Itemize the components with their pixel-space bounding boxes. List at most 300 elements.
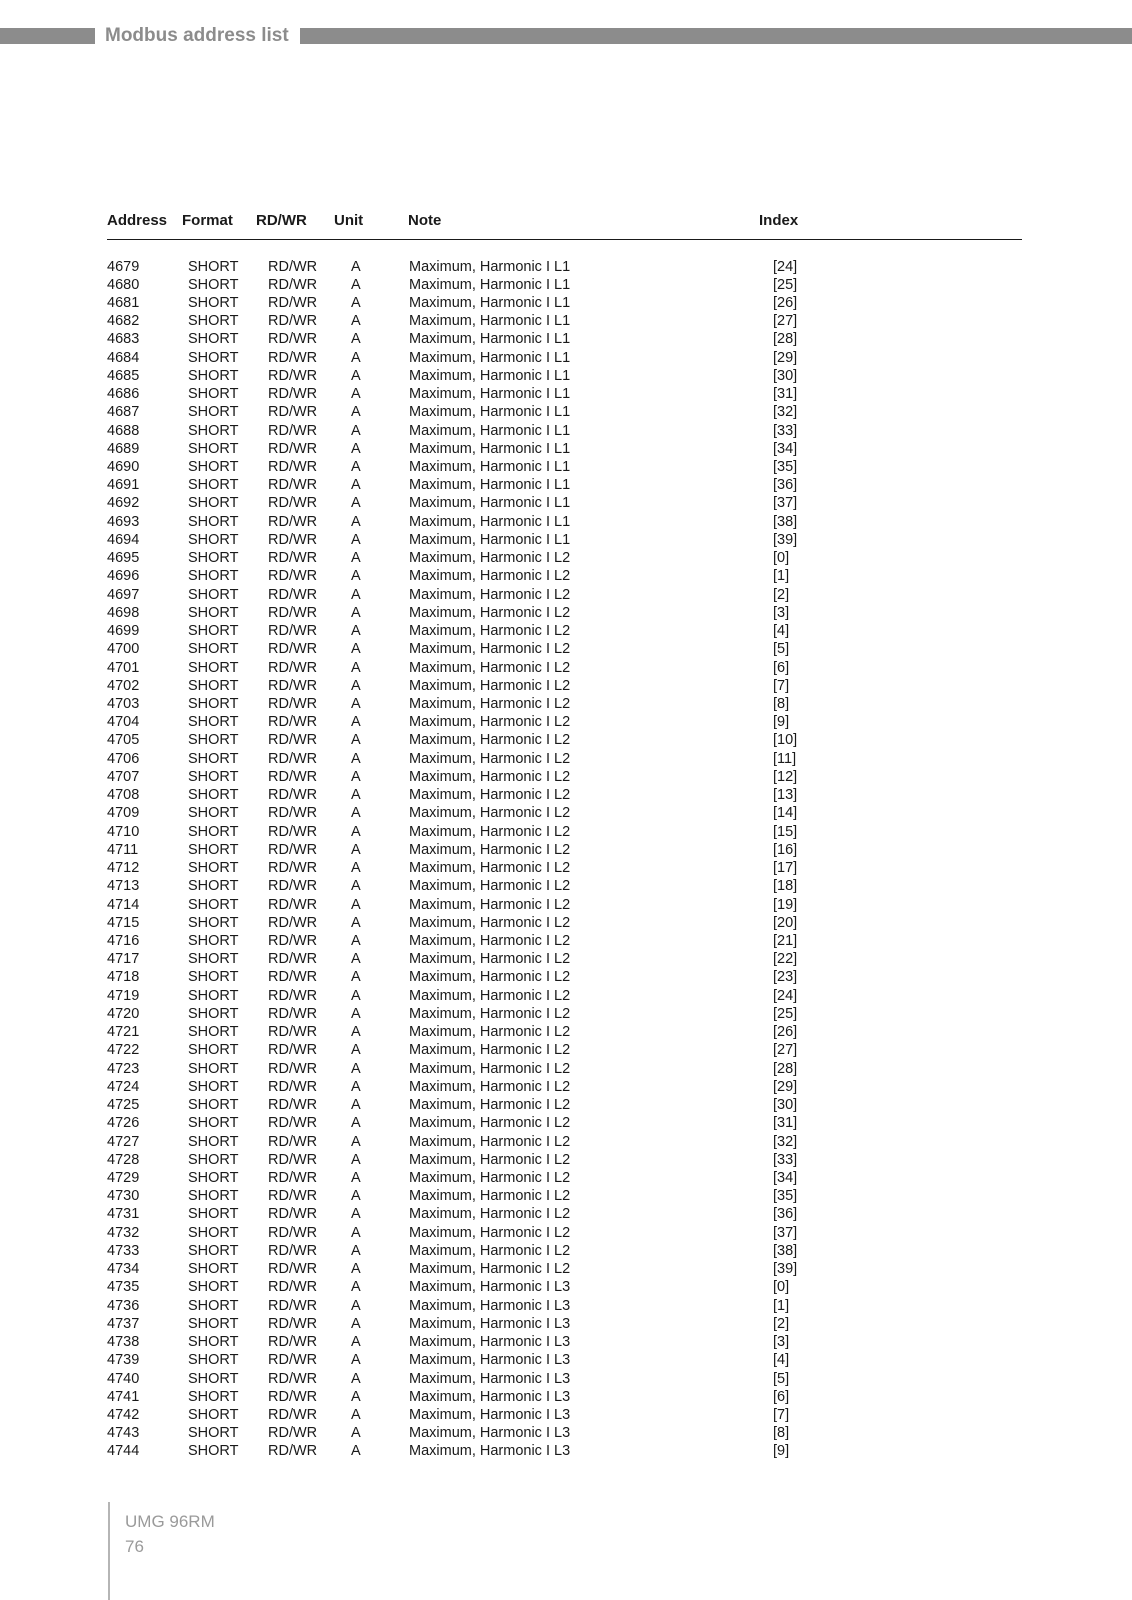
cell-format: SHORT [188, 1042, 239, 1059]
cell-index: [32] [773, 1133, 798, 1150]
cell-address: 4683 [107, 331, 140, 348]
cell-note: Maximum, Harmonic I L2 [409, 1170, 571, 1186]
table-row [0, 1096, 1132, 1114]
cell-address: 4713 [107, 878, 140, 895]
cell-address: 4737 [107, 1315, 140, 1332]
cell-rdwr: RD/WR [268, 1242, 318, 1259]
cell-rdwr: RD/WR [268, 1443, 318, 1460]
cell-note: Maximum, Harmonic I L1 [409, 477, 571, 494]
cell-format: SHORT [188, 586, 239, 603]
table-row [0, 349, 1132, 367]
cell-rdwr: RD/WR [268, 294, 318, 311]
cell-address: 4741 [107, 1388, 140, 1405]
cell-rdwr: RD/WR [268, 659, 318, 676]
cell-address: 4687 [107, 404, 140, 421]
cell-rdwr: RD/WR [268, 276, 318, 293]
cell-index: [36] [773, 477, 798, 494]
cell-unit: A [351, 1315, 361, 1332]
table-row [0, 622, 1132, 640]
cell-note: Maximum, Harmonic I L1 [409, 386, 571, 403]
table-row [0, 1078, 1132, 1096]
cell-address: 4688 [107, 422, 140, 439]
table-row [0, 1370, 1132, 1388]
cell-index: [6] [773, 1388, 790, 1405]
cell-format: SHORT [188, 276, 239, 293]
cell-note: Maximum, Harmonic I L3 [409, 1352, 571, 1369]
cell-unit: A [351, 805, 361, 822]
cell-index: [24] [773, 258, 798, 275]
cell-rdwr: RD/WR [268, 823, 318, 840]
cell-address: 4744 [107, 1443, 140, 1460]
cell-format: SHORT [188, 878, 239, 895]
cell-index: [27] [773, 313, 798, 330]
cell-index: [7] [773, 677, 790, 694]
cell-address: 4722 [107, 1042, 140, 1059]
cell-format: SHORT [188, 477, 239, 494]
footer-product-name: UMG 96RM [125, 1512, 215, 1531]
cell-unit: A [351, 604, 361, 621]
cell-unit: A [351, 331, 361, 348]
cell-format: SHORT [188, 550, 239, 567]
cell-unit: A [351, 1352, 361, 1369]
cell-address: 4721 [107, 1024, 140, 1041]
cell-address: 4743 [107, 1425, 140, 1442]
cell-format: SHORT [188, 1370, 239, 1387]
cell-index: [19] [773, 896, 798, 913]
table-row [0, 1133, 1132, 1151]
cell-note: Maximum, Harmonic I L2 [409, 677, 571, 694]
cell-unit: A [351, 969, 361, 986]
cell-note: Maximum, Harmonic I L2 [409, 914, 571, 931]
cell-address: 4731 [107, 1206, 140, 1223]
column-header-note: Note [408, 212, 442, 229]
cell-unit: A [351, 1334, 361, 1351]
cell-rdwr: RD/WR [268, 495, 318, 512]
cell-format: SHORT [188, 258, 239, 275]
cell-format: SHORT [188, 1425, 239, 1442]
cell-address: 4718 [107, 969, 140, 986]
cell-index: [37] [773, 1224, 798, 1241]
table-row [0, 1151, 1132, 1169]
cell-note: Maximum, Harmonic I L2 [409, 1005, 571, 1022]
cell-unit: A [351, 550, 361, 567]
cell-unit: A [351, 531, 361, 548]
cell-index: [38] [773, 1242, 798, 1259]
cell-note: Maximum, Harmonic I L2 [409, 750, 571, 767]
table-row [0, 786, 1132, 804]
cell-rdwr: RD/WR [268, 933, 318, 949]
cell-note: Maximum, Harmonic I L1 [409, 404, 571, 421]
cell-format: SHORT [188, 860, 239, 877]
cell-address: 4696 [107, 568, 140, 585]
cell-format: SHORT [188, 1224, 239, 1241]
table-row [0, 750, 1132, 768]
cell-format: SHORT [188, 732, 239, 749]
cell-unit: A [351, 258, 361, 275]
cell-address: 4719 [107, 987, 140, 1004]
cell-index: [2] [773, 586, 790, 603]
cell-format: SHORT [188, 1443, 239, 1460]
cell-format: SHORT [188, 1279, 239, 1296]
cell-rdwr: RD/WR [268, 914, 318, 931]
cell-rdwr: RD/WR [268, 459, 318, 476]
cell-rdwr: RD/WR [268, 1425, 318, 1442]
cell-index: [5] [773, 1370, 790, 1387]
cell-note: Maximum, Harmonic I L2 [409, 1097, 571, 1114]
cell-address: 4734 [107, 1261, 140, 1278]
cell-address: 4720 [107, 1005, 140, 1022]
cell-address: 4725 [107, 1097, 140, 1114]
cell-unit: A [351, 276, 361, 293]
cell-format: SHORT [188, 623, 239, 640]
cell-unit: A [351, 714, 361, 731]
cell-rdwr: RD/WR [268, 1005, 318, 1022]
cell-address: 4735 [107, 1279, 140, 1296]
table-row [0, 294, 1132, 312]
cell-unit: A [351, 659, 361, 676]
cell-note: Maximum, Harmonic I L1 [409, 531, 571, 548]
cell-note: Maximum, Harmonic I L3 [409, 1279, 571, 1296]
cell-format: SHORT [188, 987, 239, 1004]
cell-address: 4724 [107, 1078, 140, 1095]
cell-rdwr: RD/WR [268, 1315, 318, 1332]
cell-format: SHORT [188, 1060, 239, 1077]
cell-format: SHORT [188, 513, 239, 530]
cell-rdwr: RD/WR [268, 1224, 318, 1241]
cell-unit: A [351, 951, 361, 968]
table-row [0, 768, 1132, 786]
cell-address: 4694 [107, 531, 140, 548]
cell-index: [26] [773, 294, 798, 311]
cell-index: [24] [773, 987, 798, 1004]
cell-note: Maximum, Harmonic I L3 [409, 1443, 571, 1460]
table-row [0, 640, 1132, 658]
cell-rdwr: RD/WR [268, 696, 318, 713]
cell-unit: A [351, 768, 361, 785]
cell-address: 4706 [107, 750, 140, 767]
cell-index: [31] [773, 386, 798, 403]
table-row [0, 476, 1132, 494]
cell-address: 4712 [107, 860, 140, 877]
cell-format: SHORT [188, 294, 239, 311]
cell-index: [29] [773, 1078, 798, 1095]
cell-note: Maximum, Harmonic I L2 [409, 823, 571, 840]
cell-index: [3] [773, 1334, 790, 1351]
cell-index: [16] [773, 841, 798, 858]
table-row [0, 987, 1132, 1005]
header-divider [107, 239, 1022, 240]
cell-index: [17] [773, 860, 798, 877]
cell-format: SHORT [188, 1334, 239, 1351]
table-row [0, 1205, 1132, 1223]
cell-index: [38] [773, 513, 798, 530]
cell-format: SHORT [188, 750, 239, 767]
table-row [0, 1297, 1132, 1315]
cell-format: SHORT [188, 696, 239, 713]
cell-unit: A [351, 641, 361, 658]
cell-address: 4723 [107, 1060, 140, 1077]
cell-unit: A [351, 1297, 361, 1314]
cell-rdwr: RD/WR [268, 1133, 318, 1150]
cell-index: [1] [773, 568, 790, 585]
cell-address: 4702 [107, 677, 140, 694]
cell-unit: A [351, 477, 361, 494]
footer-page-number: 76 [125, 1537, 144, 1556]
table-row [0, 968, 1132, 986]
cell-unit: A [351, 1443, 361, 1460]
cell-format: SHORT [188, 459, 239, 476]
cell-unit: A [351, 1024, 361, 1041]
cell-note: Maximum, Harmonic I L2 [409, 1242, 571, 1259]
cell-unit: A [351, 1188, 361, 1205]
cell-note: Maximum, Harmonic I L2 [409, 969, 571, 986]
cell-index: [32] [773, 404, 798, 421]
cell-note: Maximum, Harmonic I L2 [409, 1078, 571, 1095]
table-row [0, 932, 1132, 950]
table-row [0, 677, 1132, 695]
cell-note: Maximum, Harmonic I L1 [409, 294, 571, 311]
cell-index: [28] [773, 331, 798, 348]
cell-note: Maximum, Harmonic I L2 [409, 878, 571, 895]
cell-index: [3] [773, 604, 790, 621]
cell-note: Maximum, Harmonic I L2 [409, 568, 571, 585]
cell-unit: A [351, 732, 361, 749]
cell-index: [34] [773, 1170, 798, 1186]
cell-index: [33] [773, 422, 798, 439]
cell-address: 4705 [107, 732, 140, 749]
cell-format: SHORT [188, 604, 239, 621]
cell-unit: A [351, 349, 361, 366]
cell-index: [14] [773, 805, 798, 822]
cell-unit: A [351, 1242, 361, 1259]
cell-note: Maximum, Harmonic I L2 [409, 933, 571, 949]
table-row [0, 1333, 1132, 1351]
cell-rdwr: RD/WR [268, 787, 318, 804]
table-row [0, 914, 1132, 932]
cell-note: Maximum, Harmonic I L2 [409, 550, 571, 567]
cell-unit: A [351, 1279, 361, 1296]
cell-rdwr: RD/WR [268, 1206, 318, 1223]
cell-index: [34] [773, 440, 798, 457]
cell-unit: A [351, 513, 361, 530]
cell-address: 4689 [107, 440, 140, 457]
table-row [0, 659, 1132, 677]
footer-rule [108, 1502, 110, 1600]
cell-index: [4] [773, 623, 790, 640]
cell-rdwr: RD/WR [268, 1370, 318, 1387]
cell-note: Maximum, Harmonic I L3 [409, 1370, 571, 1387]
cell-rdwr: RD/WR [268, 550, 318, 567]
cell-index: [8] [773, 1425, 790, 1442]
cell-index: [22] [773, 951, 798, 968]
cell-format: SHORT [188, 367, 239, 384]
cell-rdwr: RD/WR [268, 604, 318, 621]
cell-format: SHORT [188, 440, 239, 457]
table-row [0, 330, 1132, 348]
cell-note: Maximum, Harmonic I L1 [409, 495, 571, 512]
cell-rdwr: RD/WR [268, 1078, 318, 1095]
cell-address: 4708 [107, 787, 140, 804]
table-row [0, 877, 1132, 895]
cell-format: SHORT [188, 1115, 239, 1132]
cell-note: Maximum, Harmonic I L2 [409, 696, 571, 713]
table-row [0, 1060, 1132, 1078]
cell-index: [20] [773, 914, 798, 931]
cell-unit: A [351, 1005, 361, 1022]
cell-format: SHORT [188, 313, 239, 330]
cell-note: Maximum, Harmonic I L2 [409, 1115, 571, 1132]
cell-unit: A [351, 787, 361, 804]
cell-unit: A [351, 878, 361, 895]
cell-format: SHORT [188, 1005, 239, 1022]
column-header-format: Format [182, 212, 233, 229]
cell-format: SHORT [188, 768, 239, 785]
cell-unit: A [351, 677, 361, 694]
cell-format: SHORT [188, 969, 239, 986]
cell-format: SHORT [188, 404, 239, 421]
cell-note: Maximum, Harmonic I L3 [409, 1425, 571, 1442]
cell-index: [25] [773, 276, 798, 293]
table-row [0, 695, 1132, 713]
table-row [0, 823, 1132, 841]
cell-rdwr: RD/WR [268, 714, 318, 731]
cell-index: [2] [773, 1315, 790, 1332]
cell-unit: A [351, 860, 361, 877]
cell-note: Maximum, Harmonic I L2 [409, 623, 571, 640]
cell-index: [37] [773, 495, 798, 512]
table-row [0, 1351, 1132, 1369]
cell-address: 4729 [107, 1170, 140, 1186]
cell-index: [7] [773, 1406, 790, 1423]
cell-index: [18] [773, 878, 798, 895]
cell-rdwr: RD/WR [268, 477, 318, 494]
cell-unit: A [351, 1406, 361, 1423]
cell-rdwr: RD/WR [268, 568, 318, 585]
cell-address: 4730 [107, 1188, 140, 1205]
cell-unit: A [351, 823, 361, 840]
cell-index: [36] [773, 1206, 798, 1223]
cell-address: 4728 [107, 1151, 140, 1168]
cell-rdwr: RD/WR [268, 258, 318, 275]
cell-rdwr: RD/WR [268, 878, 318, 895]
cell-note: Maximum, Harmonic I L1 [409, 440, 571, 457]
cell-rdwr: RD/WR [268, 1170, 318, 1186]
cell-unit: A [351, 568, 361, 585]
cell-note: Maximum, Harmonic I L2 [409, 1261, 571, 1278]
table-row [0, 276, 1132, 294]
cell-index: [21] [773, 933, 798, 949]
table-row [0, 403, 1132, 421]
cell-format: SHORT [188, 1097, 239, 1114]
cell-format: SHORT [188, 1297, 239, 1314]
table-row [0, 422, 1132, 440]
table-row [0, 896, 1132, 914]
cell-unit: A [351, 1261, 361, 1278]
cell-note: Maximum, Harmonic I L2 [409, 1133, 571, 1150]
cell-format: SHORT [188, 641, 239, 658]
cell-format: SHORT [188, 349, 239, 366]
table-row [0, 1315, 1132, 1333]
cell-note: Maximum, Harmonic I L1 [409, 459, 571, 476]
cell-format: SHORT [188, 951, 239, 968]
table-row [0, 513, 1132, 531]
cell-address: 4738 [107, 1334, 140, 1351]
cell-index: [9] [773, 714, 790, 731]
cell-note: Maximum, Harmonic I L2 [409, 860, 571, 877]
cell-format: SHORT [188, 1024, 239, 1041]
table-row [0, 604, 1132, 622]
table-row [0, 1005, 1132, 1023]
cell-format: SHORT [188, 1188, 239, 1205]
cell-format: SHORT [188, 1388, 239, 1405]
cell-address: 4698 [107, 604, 140, 621]
cell-note: Maximum, Harmonic I L3 [409, 1388, 571, 1405]
table-row [0, 804, 1132, 822]
cell-note: Maximum, Harmonic I L2 [409, 1224, 571, 1241]
table-row [0, 367, 1132, 385]
cell-rdwr: RD/WR [268, 896, 318, 913]
table-row [0, 531, 1132, 549]
cell-note: Maximum, Harmonic I L2 [409, 951, 571, 968]
cell-rdwr: RD/WR [268, 623, 318, 640]
cell-address: 4709 [107, 805, 140, 822]
cell-address: 4711 [107, 841, 139, 858]
column-header-unit: Unit [334, 212, 364, 229]
table-row [0, 1187, 1132, 1205]
cell-rdwr: RD/WR [268, 768, 318, 785]
cell-unit: A [351, 914, 361, 931]
cell-format: SHORT [188, 823, 239, 840]
cell-address: 4703 [107, 696, 140, 713]
cell-rdwr: RD/WR [268, 586, 318, 603]
cell-address: 4714 [107, 896, 140, 913]
cell-unit: A [351, 1224, 361, 1241]
cell-unit: A [351, 1097, 361, 1114]
cell-address: 4727 [107, 1133, 140, 1150]
cell-address: 4739 [107, 1352, 140, 1369]
cell-unit: A [351, 1133, 361, 1150]
cell-address: 4717 [107, 951, 140, 968]
table-row [0, 1023, 1132, 1041]
table-row [0, 1442, 1132, 1460]
cell-format: SHORT [188, 331, 239, 348]
cell-unit: A [351, 459, 361, 476]
cell-address: 4736 [107, 1297, 140, 1314]
cell-address: 4681 [107, 294, 140, 311]
table-row [0, 1041, 1132, 1059]
cell-rdwr: RD/WR [268, 1406, 318, 1423]
table-row [0, 713, 1132, 731]
cell-format: SHORT [188, 677, 239, 694]
table-row [0, 586, 1132, 604]
cell-unit: A [351, 1170, 361, 1186]
cell-rdwr: RD/WR [268, 732, 318, 749]
column-header-address: Address [107, 212, 168, 229]
cell-note: Maximum, Harmonic I L2 [409, 1206, 571, 1223]
cell-index: [23] [773, 969, 798, 986]
cell-format: SHORT [188, 914, 239, 931]
table-row [0, 1242, 1132, 1260]
cell-address: 4742 [107, 1406, 140, 1423]
cell-rdwr: RD/WR [268, 1352, 318, 1369]
cell-address: 4732 [107, 1224, 140, 1241]
cell-format: SHORT [188, 933, 239, 949]
cell-address: 4680 [107, 276, 140, 293]
table-row [0, 1224, 1132, 1242]
cell-index: [13] [773, 787, 798, 804]
cell-index: [35] [773, 1188, 798, 1205]
cell-rdwr: RD/WR [268, 1115, 318, 1132]
